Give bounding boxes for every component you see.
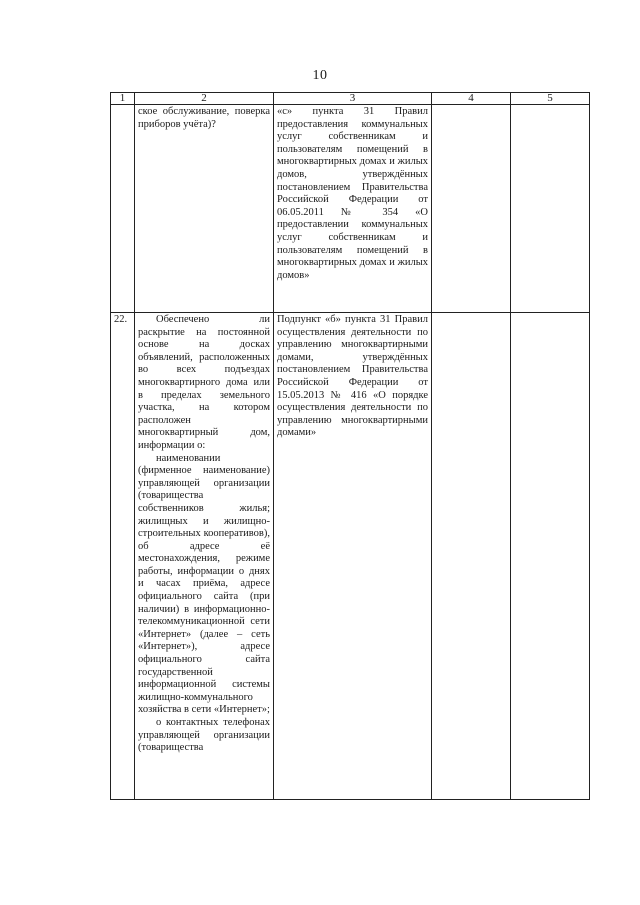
question-paragraph: о контактных телефонах управляющей организации (товарищества — [138, 717, 270, 754]
column-5-cell — [511, 313, 590, 800]
header-col-5: 5 — [511, 93, 590, 105]
column-4-cell — [432, 105, 511, 313]
column-5-cell — [511, 105, 590, 313]
question-cell — [135, 105, 274, 313]
row-number: 22. — [111, 313, 135, 800]
table-row — [111, 105, 590, 313]
question-paragraph: наименовании (фирменное наименование) управляющей организации (товарищества собственников жилья; жилищных и жилищно-строительных кооперативов), об адресе её местонахождения, режиме работы, информации о днях и часах приёма, адресе официального сайта (при наличии) в информационно-телекоммуникационной сети «Интернет» (далее – сеть «Интернет»), адресе официального сайта государственной информационной системы жилищно-коммунального хозяйства в сети «Интернет»; — [138, 452, 270, 716]
row-number — [111, 105, 135, 313]
question-cell — [135, 313, 274, 800]
header-col-4: 4 — [432, 93, 511, 105]
table-row — [111, 313, 590, 800]
requirements-table — [110, 92, 590, 800]
question-text: ское обслуживание, поверка приборов учёта)? — [138, 106, 270, 130]
reference-cell — [274, 105, 432, 313]
header-col-1: 1 — [111, 93, 135, 105]
column-4-cell — [432, 313, 511, 800]
header-col-3: 3 — [274, 93, 432, 105]
question-paragraph: Обеспечено ли раскрытие на постоянной основе на досках объявлений, расположенных во всех подъездах многоквартирного дома или в пределах земельного участка, на котором расположен многоквартирный дом, информации о: — [138, 314, 270, 451]
table-header-row — [111, 93, 590, 105]
reference-cell — [274, 313, 432, 800]
page-number: 10 — [312, 68, 328, 83]
reference-text: Подпункт «б» пункта 31 Правил осуществления деятельности по управлению многоквартирными домами, утверждённых постановлением Правительства Российской Федерации от 15.05.2013 № 416 «О порядке осуществления деятельности по управлению многоквартирными домами» — [277, 314, 428, 439]
reference-text: «с» пункта 31 Правил предоставления коммунальных услуг собственникам и пользователям помещений в многоквартирных домах и жилых домов, утверждённых постановлением Правительства Российской Федерации от 06.05.2011 № 354 «О предоставлении коммунальных услуг собственникам и пользователям помещений в многоквартирных домах и жилых домов» — [277, 106, 428, 281]
header-col-2: 2 — [135, 93, 274, 105]
